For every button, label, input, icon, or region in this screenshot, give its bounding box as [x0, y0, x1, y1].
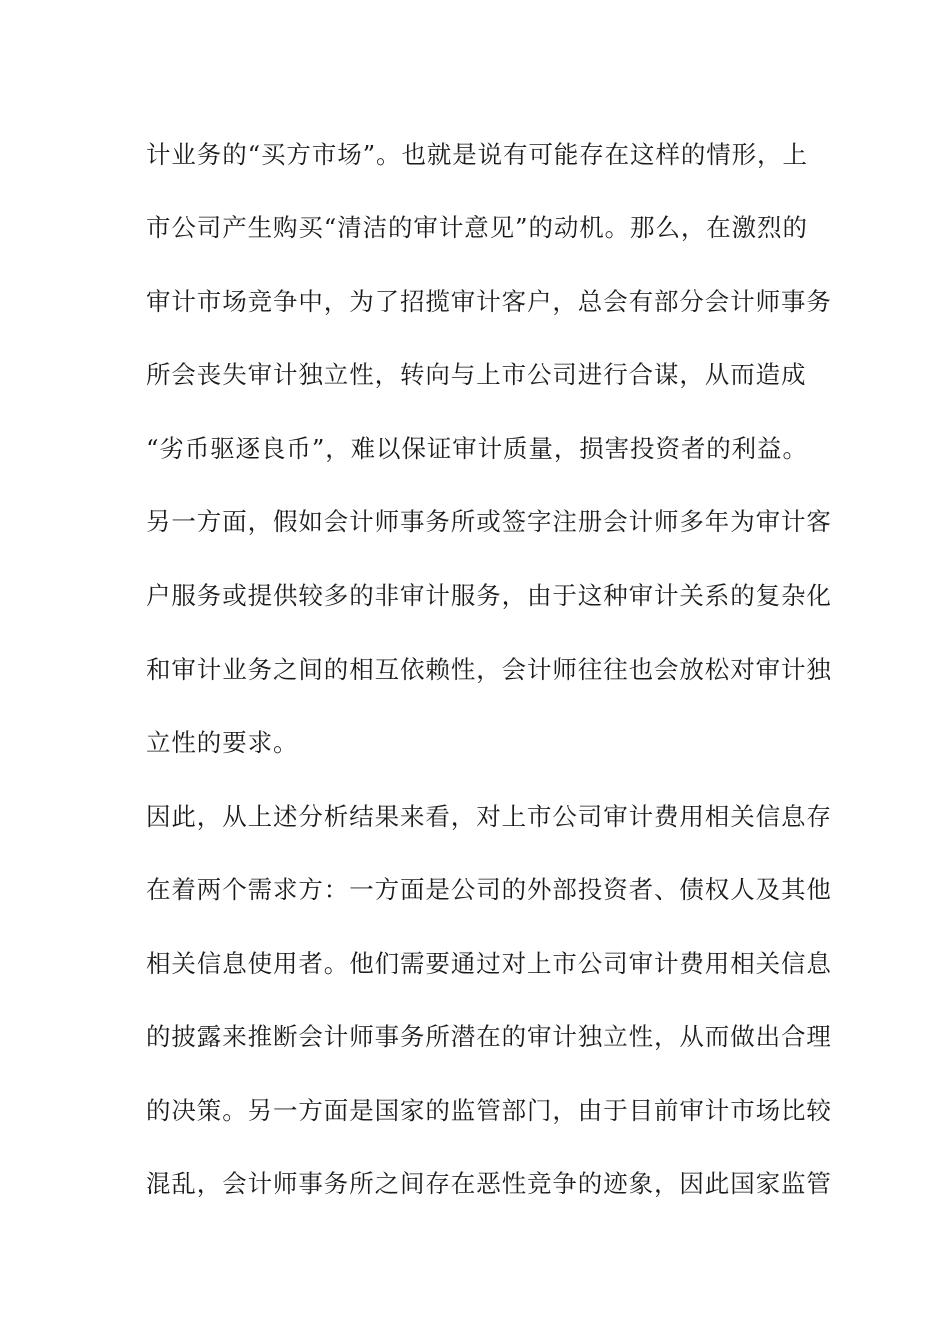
- text-line: “劣币驱逐良币”，难以保证审计质量，损害投资者的利益。: [146, 434, 808, 463]
- text-line: 因此，从上述分析结果来看，对上市公司审计费用相关信息存: [146, 802, 832, 831]
- text-line: 混乱，会计师事务所之间存在恶性竞争的迹象，因此国家监管: [146, 1169, 832, 1198]
- text-line: 户服务或提供较多的非审计服务，由于这种审计关系的复杂化: [146, 581, 832, 610]
- text-line: 相关信息使用者。他们需要通过对上市公司审计费用相关信息: [146, 949, 832, 978]
- text-line: 立性的要求。: [146, 728, 299, 757]
- text-line: 的决策。另一方面是国家的监管部门，由于目前审计市场比较: [146, 1096, 832, 1125]
- text-line: 计业务的“买方市场”。也就是说有可能存在这样的情形，上: [146, 140, 808, 169]
- text-line: 所会丧失审计独立性，转向与上市公司进行合谋，从而造成: [146, 360, 807, 389]
- text-line: 审计市场竞争中，为了招揽审计客户，总会有部分会计师事务: [146, 287, 832, 316]
- text-line: 的披露来推断会计师事务所潜在的审计独立性，从而做出合理: [146, 1022, 832, 1051]
- text-line: 和审计业务之间的相互依赖性，会计师往往也会放松对审计独: [146, 655, 832, 684]
- text-line: 市公司产生购买“清洁的审计意见”的动机。那么，在激烈的: [146, 213, 808, 242]
- text-line: 在着两个需求方：一方面是公司的外部投资者、债权人及其他: [146, 875, 832, 904]
- text-line: 另一方面，假如会计师事务所或签字注册会计师多年为审计客: [146, 507, 832, 536]
